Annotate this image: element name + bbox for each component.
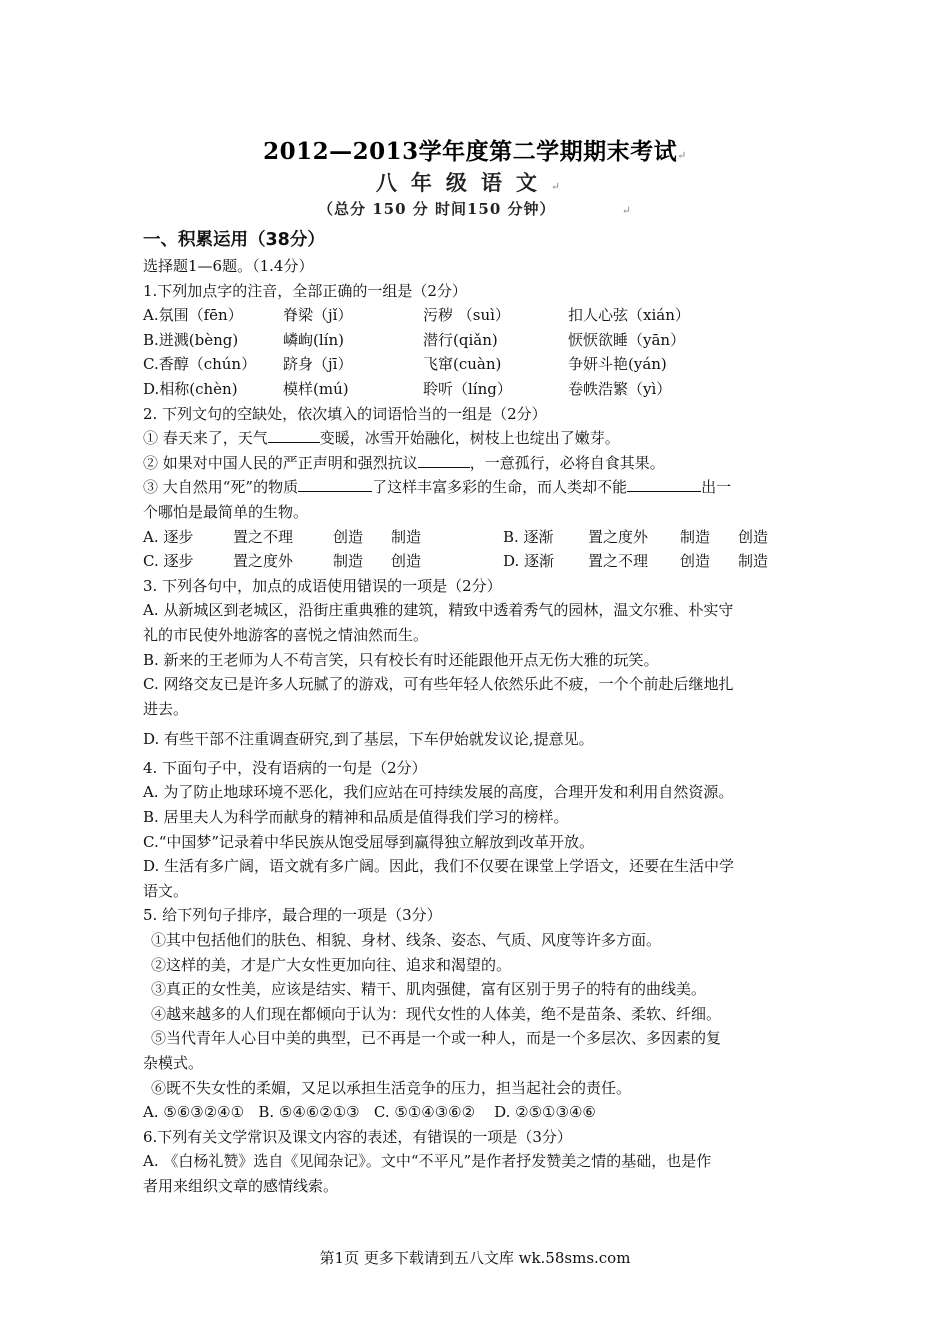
q5-sentence: ①其中包括他们的肤色、相貌、身材、线条、姿态、气质、风度等许多方面。 [151,931,662,950]
q1-cell: D.相称(chèn) [143,379,238,398]
page-footer: 第1页 更多下载请到五八文库 wk.58sms.com [319,1249,631,1267]
q2-sentence-3 [143,475,813,500]
q2-text: 出一 [701,478,732,497]
q1-cell: 模样(mú) [283,379,349,398]
exam-subtitle [0,167,950,197]
q2-option: 制造 [333,552,364,571]
q4-option-b: B. 居里夫人为科学而献身的精神和品质是值得我们学习的榜样。 [143,808,569,827]
q5-sentence: ④越来越多的人们现在都倾向于认为：现代女性的人体美，绝不是苗条、柔软、纤细。 [151,1004,722,1023]
q6-option-a: A. 《白杨礼赞》选自《见闻杂记》。文中“不平凡”是作者抒发赞美之情的基础，也是作 [143,1152,712,1171]
q2-option: 置之不理 [233,527,294,546]
q1-cell: 污秽 （suì） [423,306,510,325]
q1-cell: 脊梁（jǐ） [283,306,353,325]
q3-option-c-cont: 进去。 [143,699,189,718]
q5-sentence: ③真正的女性美，应该是结实、精干、肌肉强健，富有区别于男子的特有的曲线美。 [151,980,707,999]
q5-sentence: ⑥既不失女性的柔媚，又足以承担生活竞争的压力，担当起社会的责任。 [151,1078,632,1097]
q3-option-c: C. 网络交友已是许多人玩腻了的游戏，可有些年轻人依然乐此不疲，一个个前赴后继地扎 [143,675,734,694]
question-4-stem: 4. 下面句子中，没有语病的一句是（2分） [143,758,427,777]
q3-option-b: B. 新来的王老师为人不苟言笑，只有校长有时还能跟他开点无伤大雅的玩笑。 [143,650,659,669]
q3-option-d: D. 有些干部不注重调查研究,到了基层，下车伊始就发议论,提意见。 [143,730,594,749]
q2-text: 变暖，冰雪开始融化，树枝上也绽出了嫩芽。 [319,429,620,448]
q2-text: ② 如果对中国人民的严正声明和强烈抗议 [143,453,418,472]
q2-option: D. 逐渐 [503,552,555,571]
q2-text: ① 春天来了，天气 [143,429,268,448]
q2-sentence-1 [143,426,813,451]
q2-option: C. 逐步 [143,552,194,571]
q3-option-a-cont: 礼的市民使外地游客的喜悦之情油然而生。 [143,625,429,644]
q2-option: 制造 [738,552,769,571]
q2-options-row-1 [143,525,813,550]
exam-info [0,198,950,219]
q1-cell: 扣人心弦（xián） [568,306,690,325]
q2-option: 置之度外 [588,527,649,546]
q4-option-a: A. 为了防止地球环境不恶化，我们应站在可持续发展的高度，合理开发和利用自然资源。 [143,783,734,802]
q1-cell: A.氛围（fēn） [143,306,243,325]
q2-text: ，一意孤行，必将自食其果。 [469,453,665,472]
q1-cell: 恹恹欲睡（yān） [568,330,686,349]
answer-blank [627,475,701,492]
q2-option: 置之不理 [588,552,649,571]
q6-option-a-cont: 者用来组织文章的感情线索。 [143,1176,339,1195]
q4-option-d-cont: 语文。 [143,881,189,900]
exam-content [143,226,813,1199]
q5-sentence: ⑤当代青年人心目中美的典型，已不再是一个或一种人，而是一个多层次、多因素的复 [151,1029,722,1048]
q2-option: 制造 [680,527,711,546]
paragraph-mark-icon: ↵ [677,149,687,162]
q1-cell: 争妍斗艳(yán) [568,355,667,374]
q2-option: 创造 [333,527,364,546]
section-heading: 一、积累运用（38分） [143,230,325,250]
q5-sentence: ②这样的美，才是广大女性更加向往、追求和渴望的。 [151,955,512,974]
question-1-stem: 1.下列加点字的注音，全部正确的一组是（2分） [143,281,467,300]
q1-option-row-c [143,352,813,377]
exam-subtitle-text: 八年级语文 [375,170,551,195]
question-2-stem: 2. 下列文句的空缺处，依次填入的词语恰当的一组是（2分） [143,404,547,423]
q1-cell: 潜行(qiǎn) [423,330,498,349]
q1-cell: C.香醇（chún） [143,355,257,374]
answer-blank [298,475,372,492]
answer-blank [268,426,320,443]
q2-option: 置之度外 [233,552,294,571]
q4-option-c: C.“中国梦”记录着中华民族从饱受屈辱到赢得独立解放到改革开放。 [143,832,595,851]
paragraph-mark-icon: ↵ [550,180,575,193]
exam-title [0,133,950,166]
q5-options: A. ⑤⑥③②④① B. ⑤④⑥②①③ C. ⑤①④③⑥② D. ②⑤①③④⑥ [143,1103,596,1122]
q2-option: 创造 [680,552,711,571]
q2-option: B. 逐渐 [503,527,554,546]
section-intro: 选择题1—6题。（1.4分） [143,257,314,275]
q2-sentence-2 [143,451,813,476]
q2-sentence-3-cont: 个哪怕是最简单的生物。 [143,502,309,521]
question-5-stem: 5. 给下列句子排序，最合理的一项是（3分） [143,906,442,925]
q1-cell: B.迸溅(bèng) [143,330,239,349]
q2-option: 创造 [391,552,422,571]
q1-cell: 聆听（líng） [423,379,512,398]
question-3-stem: 3. 下列各句中，加点的成语使用错误的一项是（2分） [143,576,502,595]
q1-cell: 跻身（jī） [283,355,353,374]
question-6-stem: 6.下列有关文学常识及课文内容的表述，有错误的一项是（3分） [143,1127,572,1146]
exam-info-text: （总分 150 分 时间150 分钟） [318,200,556,218]
q2-text: 了这样丰富多彩的生命，而人类却不能 [372,478,628,497]
paragraph-mark-icon: ↵ [621,204,632,217]
q1-option-row-d [143,377,813,402]
exam-title-text: 2012—2013学年度第二学期期末考试 [263,138,678,165]
q2-text: ③ 大自然用“死”的物质 [143,478,299,497]
q1-option-row-b [143,328,813,353]
q3-option-a: A. 从新城区到老城区，沿街庄重典雅的建筑，精致中透着秀气的园林，温文尔雅、朴实守 [143,601,734,620]
q2-options-row-2 [143,549,813,574]
q1-cell: 飞窜(cuàn) [423,355,502,374]
q1-option-row-a [143,303,813,328]
q2-option: 制造 [391,527,422,546]
q2-option: 创造 [738,527,769,546]
q1-cell: 卷帙浩繁（yì） [568,379,672,398]
answer-blank [418,451,470,468]
q5-sentence-cont: 杂模式。 [143,1054,204,1072]
q2-option: A. 逐步 [143,527,194,546]
q1-cell: 嶙峋(lín) [283,330,344,349]
q4-option-d: D. 生活有多广阔，语文就有多广阔。因此，我们不仅要在课堂上学语文，还要在生活中学 [143,857,735,876]
